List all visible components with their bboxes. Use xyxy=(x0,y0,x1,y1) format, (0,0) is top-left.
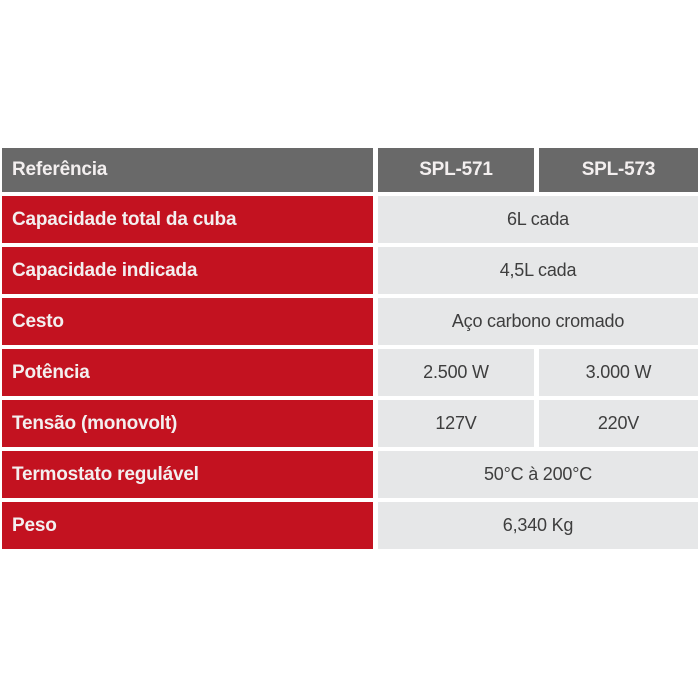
row-label: Peso xyxy=(2,502,373,549)
row-label: Capacidade total da cuba xyxy=(2,196,373,243)
spec-table xyxy=(2,148,698,549)
row-value: 6,340 Kg xyxy=(378,502,698,549)
row-label: Potência xyxy=(2,349,373,396)
row-value: 4,5L cada xyxy=(378,247,698,294)
header-reference-cell: Referência xyxy=(2,148,373,192)
row-value: Aço carbono cromado xyxy=(378,298,698,345)
row-value: 50°C à 200°C xyxy=(378,451,698,498)
header-model-spl573: SPL-573 xyxy=(539,148,698,192)
row-value: 220V xyxy=(539,400,698,447)
header-model-spl571: SPL-571 xyxy=(378,148,534,192)
row-label: Cesto xyxy=(2,298,373,345)
row-value: 127V xyxy=(378,400,534,447)
row-label: Capacidade indicada xyxy=(2,247,373,294)
row-value: 3.000 W xyxy=(539,349,698,396)
row-label: Termostato regulável xyxy=(2,451,373,498)
row-value: 2.500 W xyxy=(378,349,534,396)
row-label: Tensão (monovolt) xyxy=(2,400,373,447)
row-value: 6L cada xyxy=(378,196,698,243)
